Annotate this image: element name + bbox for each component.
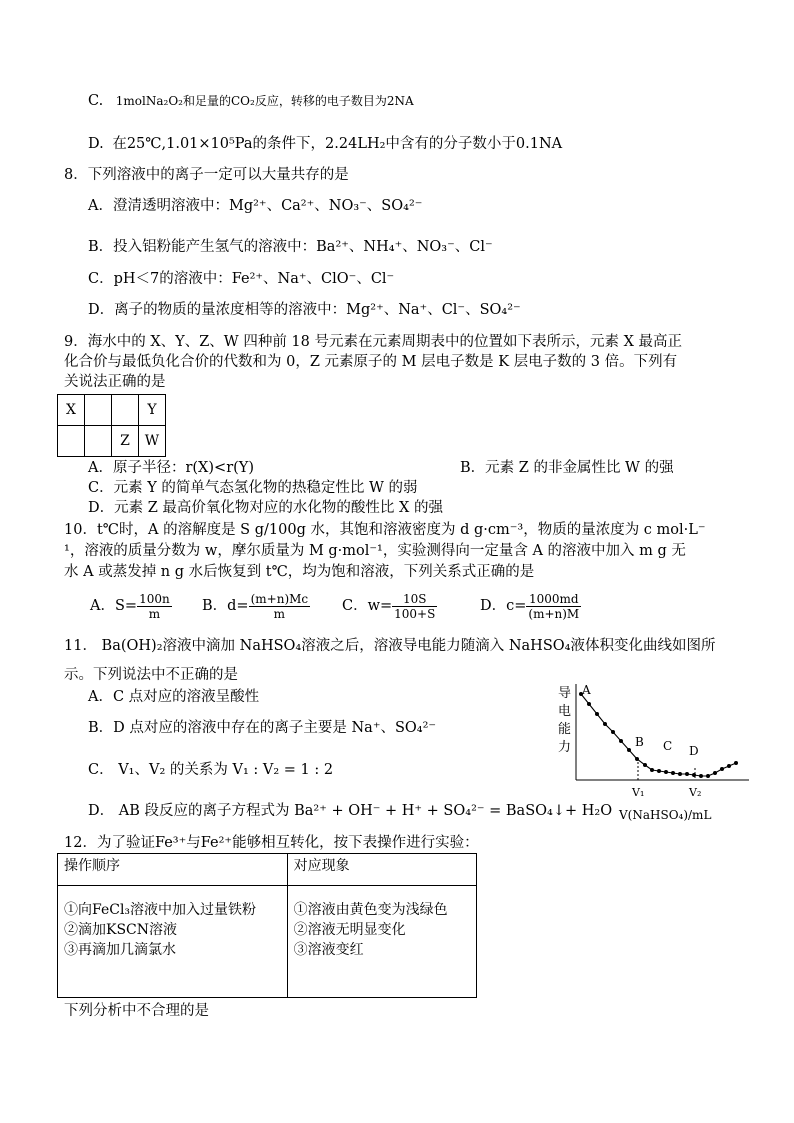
cell-y: Y <box>139 395 166 426</box>
numerator: 10S <box>392 592 437 607</box>
denominator: (m+n)M <box>528 606 580 621</box>
v1-label: V₁ <box>632 786 645 799</box>
graph-ylabel-1: 导 <box>558 686 572 701</box>
q8-option-a: A．澄清透明溶液中：Mg²⁺、Ca²⁺、NO₃⁻、SO₄²⁻ <box>88 198 423 214</box>
q11-option-c: C． V₁、V₂ 的关系为 V₁ : V₂ = 1 : 2 <box>88 762 334 778</box>
q7-option-c-text: 1molNa₂O₂和足量的CO₂反应，转移的电子数目为2NA <box>115 94 414 108</box>
q7-option-d-label: D. <box>88 136 104 152</box>
q10-option-a-fraction <box>137 592 172 621</box>
q10-option-c <box>342 588 437 624</box>
graph-ylabel-3: 能 <box>558 722 572 737</box>
q11-stem-line1: 11． Ba(OH)₂溶液中滴加 NaHSO₄溶液之后，溶液导电能力随滴入 NaHSO₄液体积变化曲线如图所 <box>64 638 716 654</box>
q11-option-b: B．D 点对应的溶液中存在的离子主要是 Na⁺、SO₄²⁻ <box>88 720 437 736</box>
v2-label: V₂ <box>689 786 702 799</box>
operation-step-2: ②滴加KSCN溶液 <box>64 922 178 938</box>
q8-option-b: B．投入铝粉能产生氢气的溶液中：Ba²⁺、NH₄⁺、NO₃⁻、Cl⁻ <box>88 239 493 255</box>
q9-stem-line3: 关说法正确的是 <box>64 374 166 390</box>
point-b-label: B <box>635 735 644 749</box>
cell-empty <box>112 395 139 426</box>
phenomena <box>287 886 476 998</box>
cell-empty <box>85 426 112 457</box>
experiment-table <box>57 853 477 998</box>
q10-option-a-label: A．S= <box>90 598 138 614</box>
q10-option-c-fraction <box>392 592 437 621</box>
q10-stem-line1: 10．t℃时，A 的溶解度是 S g/100g 水，其饱和溶液密度为 d g·cm⁻³，物质的量浓度为 c mol·L⁻ <box>64 522 706 538</box>
q8-stem: 8．下列溶液中的离子一定可以大量共存的是 <box>64 167 349 183</box>
q10-option-a <box>90 588 172 624</box>
denominator: 100+S <box>394 606 436 621</box>
q9-option-a: A．原子半径：r(X)<r(Y) <box>88 460 255 476</box>
graph-xlabel: V(NaHSO₄)/mL <box>619 808 712 822</box>
q10-stem-line2: ¹，溶液的质量分数为 w，摩尔质量为 M g·mol⁻¹，实验测得向一定量含 A 的溶液中加入 m g 无 <box>64 543 686 559</box>
q11-stem-line2: 示。下列说法中不正确的是 <box>64 667 238 683</box>
q7-option-c <box>88 91 414 111</box>
conductivity-curve <box>581 694 736 776</box>
q9-stem-line2: 化合价与最低负化合价的代数和为 0，Z 元素原子的 M 层电子数是 K 层电子数的 3 倍。下列有 <box>64 354 678 370</box>
q7-option-c-label: C. <box>88 93 104 109</box>
point-d-label: D <box>689 744 699 758</box>
cell-empty <box>85 395 112 426</box>
point-c-label: C <box>663 739 673 753</box>
graph-ylabel-2: 电 <box>558 704 572 719</box>
q9-option-b: B．元素 Z 的非金属性比 W 的强 <box>460 460 674 476</box>
graph-ylabel-4: 力 <box>558 740 572 755</box>
q12-followup: 下列分析中不合理的是 <box>64 1003 209 1019</box>
q10-option-b-label: B．d= <box>202 598 249 614</box>
denominator: m <box>273 606 286 621</box>
q10-stem-line3: 水 A 或蒸发掉 n g 水后恢复到 t℃，均为饱和溶液，下列关系式正确的是 <box>64 564 535 580</box>
q11-option-d: D． AB 段反应的离子方程式为 Ba²⁺ + OH⁻ + H⁺ + SO₄²⁻ = BaSO₄↓+ H₂O <box>88 803 613 819</box>
phenomenon-1: ①溶液由黄色变为浅绿色 <box>293 902 448 918</box>
q8-option-c: C．pH＜7的溶液中：Fe²⁺、Na⁺、ClO⁻、Cl⁻ <box>88 271 395 287</box>
conductivity-graph <box>555 680 755 825</box>
cell-z: Z <box>112 426 139 457</box>
header-operation: 操作顺序 <box>58 854 288 886</box>
cell-x: X <box>58 395 85 426</box>
q9-option-c: C．元素 Y 的简单气态氢化物的热稳定性比 W 的弱 <box>88 480 418 496</box>
q10-option-b-fraction <box>249 592 311 621</box>
q10-option-b <box>202 588 310 624</box>
numerator: 1000md <box>526 592 581 607</box>
phenomenon-3: ③溶液变红 <box>293 942 364 958</box>
q10-option-c-label: C．w= <box>342 598 393 614</box>
cell-w: W <box>139 426 166 457</box>
operation-step-3: ③再滴加几滴氯水 <box>64 942 176 958</box>
q11-option-a: A．C 点对应的溶液呈酸性 <box>88 689 260 705</box>
cell-empty <box>58 426 85 457</box>
denominator: m <box>148 606 161 621</box>
operation-steps <box>58 886 288 998</box>
header-phenomenon: 对应现象 <box>287 854 476 886</box>
q9-stem-line1: 9．海水中的 X、Y、Z、W 四种前 18 号元素在元素周期表中的位置如下表所示，元素 X 最高正 <box>64 334 683 350</box>
q8-option-d: D．离子的物质的量浓度相等的溶液中：Mg²⁺、Na⁺、Cl⁻、SO₄²⁻ <box>88 302 521 318</box>
q10-option-d-label: D．c= <box>480 598 527 614</box>
q10-option-d-fraction <box>526 592 581 621</box>
curve-points <box>579 692 738 778</box>
point-a-label: A <box>582 683 591 697</box>
q9-option-d: D．元素 Z 最高价氧化物对应的水化物的酸性比 X 的强 <box>88 500 443 516</box>
numerator: 100n <box>139 591 170 606</box>
numerator: (m+n)Mc <box>250 591 309 606</box>
q12-stem: 12．为了验证Fe³⁺与Fe²⁺能够相互转化，按下表操作进行实验： <box>64 835 479 851</box>
q10-option-d <box>480 588 581 624</box>
periodic-table-fragment <box>57 394 166 457</box>
q7-option-d <box>88 134 562 154</box>
q7-option-d-text: 在25℃,1.01×10⁵Pa的条件下，2.24LH₂中含有的分子数小于0.1NA <box>112 136 563 152</box>
operation-step-1: ①向FeCl₃溶液中加入过量铁粉 <box>64 902 257 918</box>
phenomenon-2: ②溶液无明显变化 <box>293 922 406 938</box>
